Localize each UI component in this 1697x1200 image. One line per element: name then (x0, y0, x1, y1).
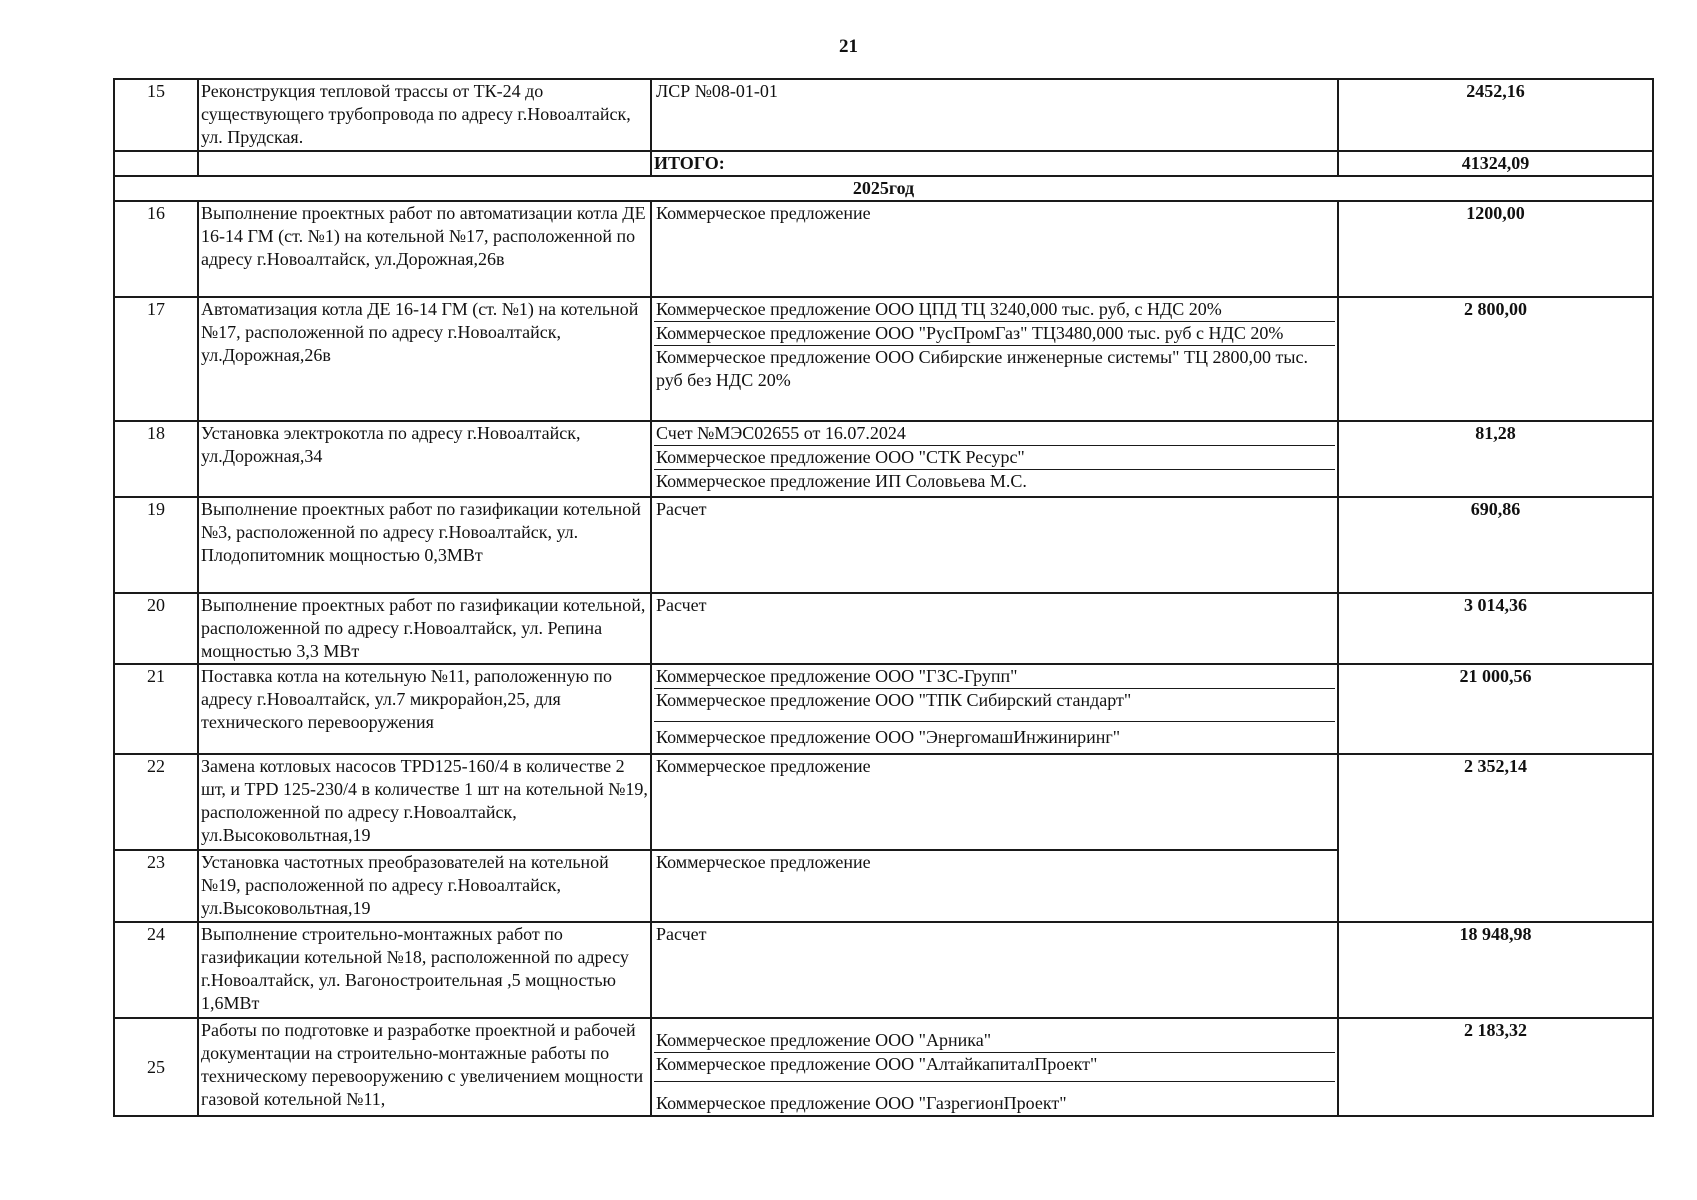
cost-value: 2 183,32 (1338, 1018, 1653, 1116)
cost-basis (651, 79, 1338, 151)
table-row (114, 922, 1653, 1018)
basis-item: Коммерческое предложение (656, 852, 871, 872)
estimate-table (113, 78, 1654, 1117)
basis-item: ЛСР №08-01-01 (656, 81, 778, 101)
work-description: Выполнение проектных работ по газификации котельной №3, расположенной по адресу г.Новоалтайск, ул. Плодопитомник мощностью 0,3МВт (198, 497, 651, 593)
work-description: Установка электрокотла по адресу г.Новоалтайск, ул.Дорожная,34 (198, 421, 651, 497)
basis-item: Коммерческое предложение ООО "ЭнергомашИнжиниринг" (656, 727, 1121, 747)
table-row (114, 497, 1653, 593)
basis-item: Коммерческое предложение ООО Сибирские инженерные системы" ТЦ 2800,00 тыс. руб без НДС 20% (656, 347, 1308, 390)
cost-basis (651, 664, 1338, 754)
row-number: 20 (114, 593, 198, 664)
row-number: 15 (114, 79, 198, 151)
year-heading: 2025год (114, 176, 1653, 201)
basis-item: Коммерческое предложение (656, 756, 871, 776)
row-number: 24 (114, 922, 198, 1018)
total-value: 41324,09 (1338, 151, 1653, 176)
cost-basis (651, 201, 1338, 297)
cost-basis (651, 850, 1338, 922)
row-number: 23 (114, 850, 198, 922)
basis-item: Коммерческое предложение ИП Соловьева М.С. (656, 471, 1027, 491)
basis-item: Расчет (656, 924, 707, 944)
basis-item: Счет №МЭС02655 от 16.07.2024 (654, 422, 1335, 446)
table-row (114, 593, 1653, 664)
basis-item: Коммерческое предложение ООО "ТПК Сибирский стандарт" (654, 689, 1335, 722)
cost-basis (651, 1018, 1338, 1116)
basis-item: Коммерческое предложение ООО "РусПромГаз" ТЦ3480,000 тыс. руб с НДС 20% (654, 322, 1335, 346)
table-row (114, 754, 1653, 850)
year-row (114, 176, 1653, 201)
cost-value: 81,28 (1338, 421, 1653, 497)
basis-item: Коммерческое предложение ООО "ГазрегионПроект" (656, 1093, 1067, 1113)
row-number: 25 (114, 1018, 198, 1116)
basis-item: Расчет (656, 595, 707, 615)
table-row (114, 664, 1653, 754)
cost-value: 21 000,56 (1338, 664, 1653, 754)
page-number: 21 (839, 36, 858, 57)
work-description: Реконструкция тепловой трассы от ТК-24 до существующего трубопровода по адресу г.Новоалтайск, ул. Прудская. (198, 79, 651, 151)
basis-item: Коммерческое предложение ООО "СТК Ресурс" (654, 446, 1335, 470)
basis-item: Коммерческое предложение ООО "АлтайкапиталПроект" (654, 1053, 1335, 1082)
cost-value: 690,86 (1338, 497, 1653, 593)
work-description: Выполнение проектных работ по газификации котельной, расположенной по адресу г.Новоалтайск, ул. Репина мощностью 3,3 МВт (198, 593, 651, 664)
row-number: 18 (114, 421, 198, 497)
cost-value: 1200,00 (1338, 201, 1653, 297)
total-row (114, 151, 1653, 176)
work-description: Установка частотных преобразователей на котельной №19, расположенной по адресу г.Новоалтайск, ул.Высоковольтная,19 (198, 850, 651, 922)
row-number: 17 (114, 297, 198, 421)
work-description: Выполнение строительно-монтажных работ по газификации котельной №18, расположенной по адресу г.Новоалтайск, ул. Вагоностроительная ,5 мощностью 1,6МВт (198, 922, 651, 1018)
table-row (114, 421, 1653, 497)
table-row (114, 297, 1653, 421)
table-row (114, 1018, 1653, 1116)
total-label: ИТОГО: (651, 151, 1338, 176)
basis-item: Коммерческое предложение ООО "ГЗС-Групп" (654, 665, 1335, 689)
cost-basis (651, 593, 1338, 664)
work-description: Выполнение проектных работ по автоматизации котла ДЕ 16-14 ГМ (ст. №1) на котельной №17, расположенной по адресу г.Новоалтайск, ул.Дорожная,26в (198, 201, 651, 297)
work-description: Работы по подготовке и разработке проектной и рабочей документации на строительно-монтажные работы по техническому перевооружению с увеличением мощности газовой котельной №11, (198, 1018, 651, 1116)
cost-basis (651, 497, 1338, 593)
row-number: 16 (114, 201, 198, 297)
basis-item: Коммерческое предложение ООО ЦПД ТЦ 3240,000 тыс. руб, с НДС 20% (654, 298, 1335, 322)
table-row (114, 201, 1653, 297)
row-number: 21 (114, 664, 198, 754)
table-row (114, 79, 1653, 151)
cost-value: 2 800,00 (1338, 297, 1653, 421)
basis-item: Расчет (656, 499, 707, 519)
cost-value: 3 014,36 (1338, 593, 1653, 664)
cost-value: 2452,16 (1338, 79, 1653, 151)
cost-value: 18 948,98 (1338, 922, 1653, 1018)
cost-basis (651, 297, 1338, 421)
work-description: Поставка котла на котельную №11, раположенную по адресу г.Новоалтайск, ул.7 микрорайон,25, для технического перевооружения (198, 664, 651, 754)
work-description: Замена котловых насосов TPD125-160/4 в количестве 2 шт, и TPD 125-230/4 в количестве 1 шт на котельной №19, расположенной по адресу г.Новоалтайск, ул.Высоковольтная,19 (198, 754, 651, 850)
basis-item: Коммерческое предложение ООО "Арника" (654, 1021, 1335, 1053)
work-description: Автоматизация котла ДЕ 16-14 ГМ (ст. №1) на котельной №17, расположенной по адресу г.Новоалтайск, ул.Дорожная,26в (198, 297, 651, 421)
cost-value: 2 352,14 (1338, 754, 1653, 922)
cost-basis (651, 922, 1338, 1018)
cost-basis (651, 421, 1338, 497)
cost-basis (651, 754, 1338, 850)
row-number: 22 (114, 754, 198, 850)
row-number: 19 (114, 497, 198, 593)
basis-item: Коммерческое предложение (656, 203, 871, 223)
